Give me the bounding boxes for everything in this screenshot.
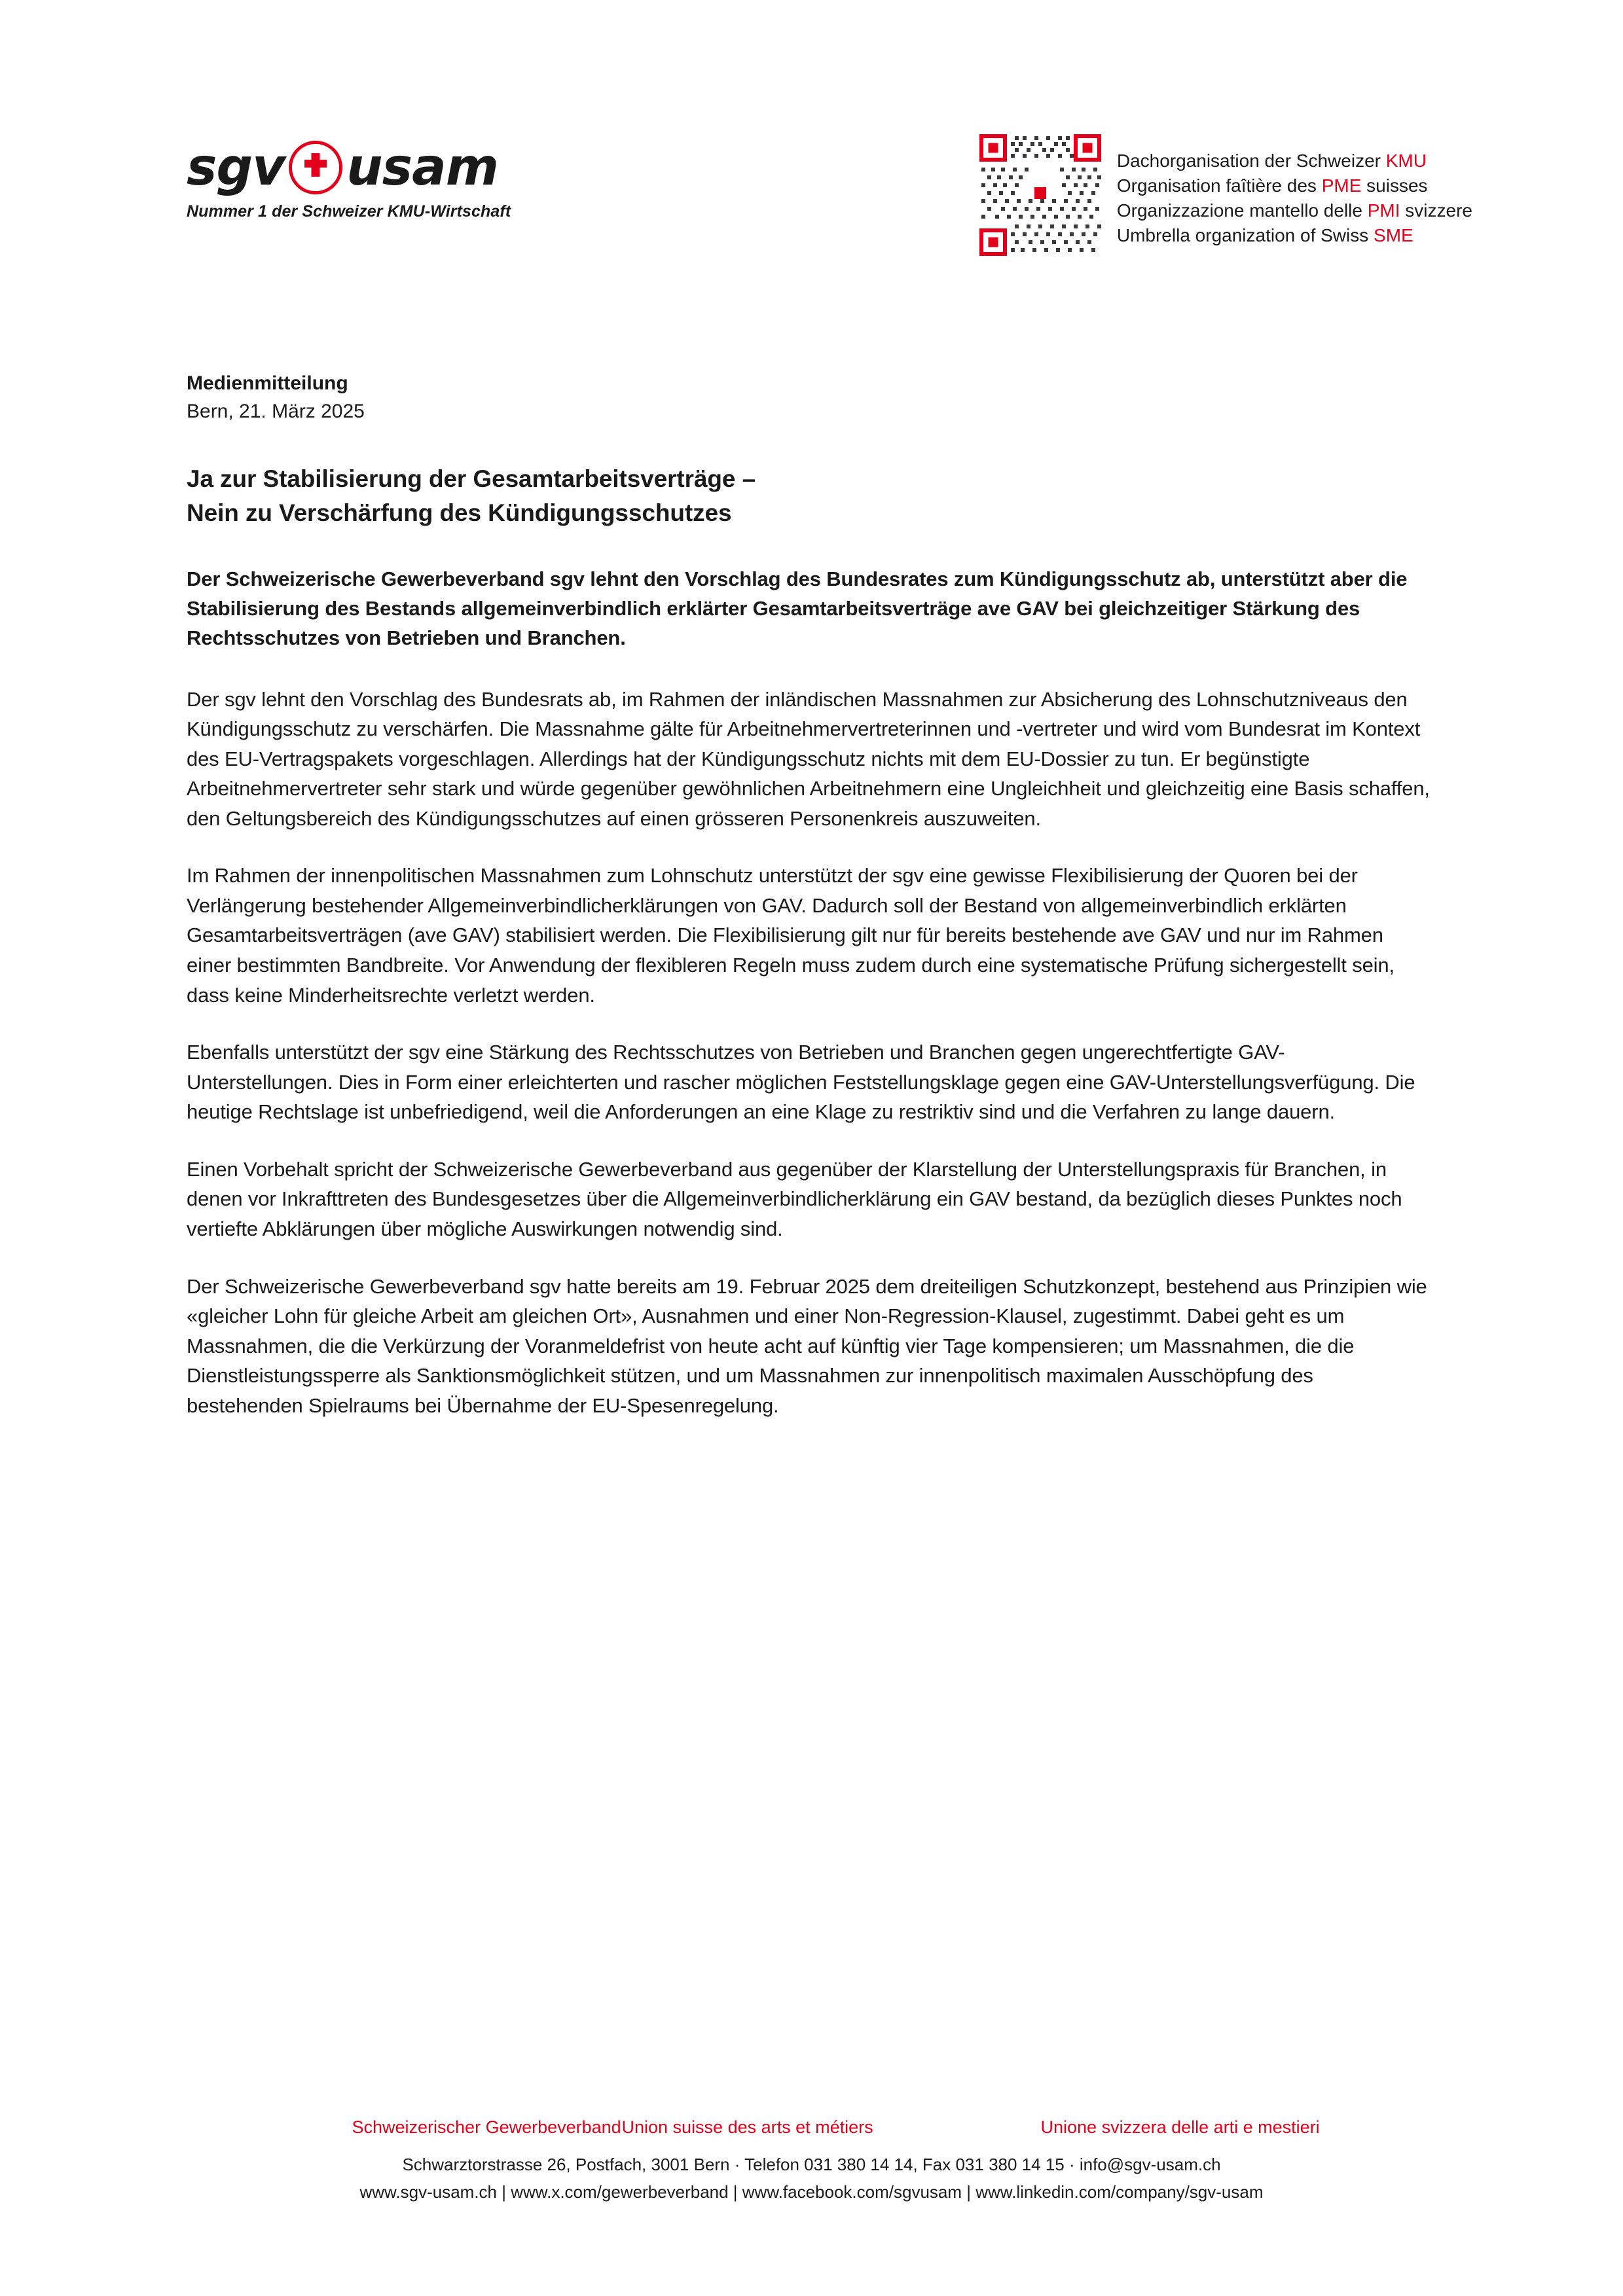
footer-name-de: Schweizerischer Gewerbeverband [352, 2117, 621, 2137]
logo-tagline: Nummer 1 der Schweizer KMU-Wirtschaft [187, 202, 511, 221]
document-type-label: Medienmitteilung [187, 372, 348, 394]
org-line-it: Organizzazione mantello delle PMI svizzere [1116, 200, 1472, 221]
document-footer [0, 2117, 1623, 2206]
org-hl-kmu: KMU [1385, 151, 1427, 171]
organization-block [979, 134, 1472, 256]
footer-links[interactable]: www.sgv-usam.ch | www.x.com/gewerbeverband | www.facebook.com/sgvusam | www.linkedin.com/company/sgv-usam [359, 2181, 1264, 2202]
org-line-en: Umbrella organization of Swiss SME [1116, 225, 1413, 246]
body-paragraph: Im Rahmen der innenpolitischen Massnahmen zum Lohnschutz unterstützt der sgv eine gewisse Flexibilisierung der Quoren bei der Verlängerung bestehender Allgemeinverbindlicherklärungen von GAV. Dadurch soll der Bestand von allgemeinverbindlich erklärten Gesamtarbeitsverträgen (ave GAV) stabilisiert werden. Die Flexibilisierung gilt nur für bereits bestehende ave GAV und nur im Rahmen einer bestimmten Bandbreite. Vor Anwendung der flexibleren Regeln muss zudem durch eine systematische Prüfung sichergestellt sein, dass keine Minderheitsrechte verletzt werden. [187, 864, 1395, 1007]
org-hl-sme: SME [1374, 225, 1413, 246]
org-hl-pmi: PMI [1367, 200, 1400, 221]
document-body [187, 370, 1431, 1448]
footer-association-names [0, 2117, 1623, 2138]
lead-paragraph: Der Schweizerische Gewerbeverband sgv lehnt den Vorschlag des Bundesrates zum Kündigungsschutz ab, unterstützt aber die Stabilisierung des Bestands allgemeinverbindlich erklärter Gesamtarbeitsverträge ave GAV bei gleichzeitiger Stärkung des Rechtsschutzes von Betrieben und Branchen. [187, 567, 1408, 650]
logo-wordmark [187, 138, 593, 197]
footer-name-fr: Union suisse des arts et métiers [621, 2117, 873, 2137]
body-paragraph: Ebenfalls unterstützt der sgv eine Stärkung des Rechtsschutzes von Betrieben und Branchen gegen ungerechtfertigte GAV-Unterstellungen. Dies in Form einer erleichterten und rascher möglichen Feststellungsklage gegen eine GAV-Unterstellungsverfügung. Die heutige Rechtslage ist unbefriedigend, weil die Anforderungen an eine Klage zu restriktiv sind und die Verfahren zu lange dauern. [187, 1041, 1415, 1124]
logo-word-left: sgv [187, 138, 285, 197]
body-paragraph: Der sgv lehnt den Vorschlag des Bundesrats ab, im Rahmen der inländischen Massnahmen zur Absicherung des Lohnschutzniveaus den Kündigungsschutz zu verschärfen. Die Massnahme gälte für Arbeitnehmervertreterinnen und -vertreter und wird vom Bundesrat im Kontext des EU-Vertragspakets vorgeschlagen. Allerdings hat der Kündigungsschutz nichts mit dem EU-Dossier zu tun. Er begünstigte Arbeitnehmervertreter sehr stark und würde gegenüber gewöhnlichen Arbeitnehmern eine Ungleichheit und gleichzeitig eine Basis schaffen, den Geltungsbereich des Kündigungsschutzes auf einen grösseren Personenkreis auszuweiten. [187, 687, 1430, 830]
body-paragraph: Der Schweizerische Gewerbeverband sgv hatte bereits am 19. Februar 2025 dem dreiteiligen Schutzkonzept, bestehend aus Prinzipien wie «gleicher Lohn für gleiche Arbeit am gleichen Ort», Ausnahmen und einer Non-Regression-Klausel, zugestimmt. Dabei geht es um Massnahmen, die die Verkürzung der Voranmeldefrist von heute acht auf künftig vier Tage kompensieren; um Massnahmen, die die Dienstleistungssperre als Sanktionsmöglichkeit stützen, und um Massnahmen zur innenpolitisch maximalen Ausschöpfung des bestehenden Spielraums bei Übernahme der EU-Spesenregelung. [187, 1274, 1427, 1417]
org-hl-pme: PME [1321, 175, 1362, 196]
org-line-fr: Organisation faîtière des PME suisses [1116, 175, 1428, 196]
logo-word-right: usam [346, 138, 498, 197]
organization-languages [1117, 134, 1472, 248]
page-title: Ja zur Stabilisierung der Gesamtarbeitsverträge – Nein zu Verschärfung des Kündigungsschutzes [187, 465, 756, 526]
org-line-de: Dachorganisation der Schweizer KMU [1116, 151, 1427, 171]
document-place-date: Bern, 21. März 2025 [187, 400, 365, 422]
qr-code-icon [979, 134, 1101, 256]
sgv-usam-logo [187, 138, 593, 221]
document-header [187, 138, 1472, 272]
body-paragraph: Einen Vorbehalt spricht der Schweizerische Gewerbeverband aus gegenüber der Klarstellung der Unterstellungspraxis für Branchen, in denen vor Inkrafttreten des Bundesgesetzes über die Allgemeinverbindlicherklärung ein GAV bestand, da bezüglich dieses Punktes noch vertiefte Abklärungen über mögliche Auswirkungen notwendig sind. [187, 1157, 1402, 1240]
footer-name-it: Unione svizzera delle arti e mestieri [1040, 2117, 1320, 2137]
footer-address: Schwarztorstrasse 26, Postfach, 3001 Bern · Telefon 031 380 14 14, Fax 031 380 14 15 · info@sgv-usam.ch [402, 2154, 1221, 2174]
red-circle-cross-icon [289, 141, 342, 194]
document-meta [187, 370, 1431, 425]
